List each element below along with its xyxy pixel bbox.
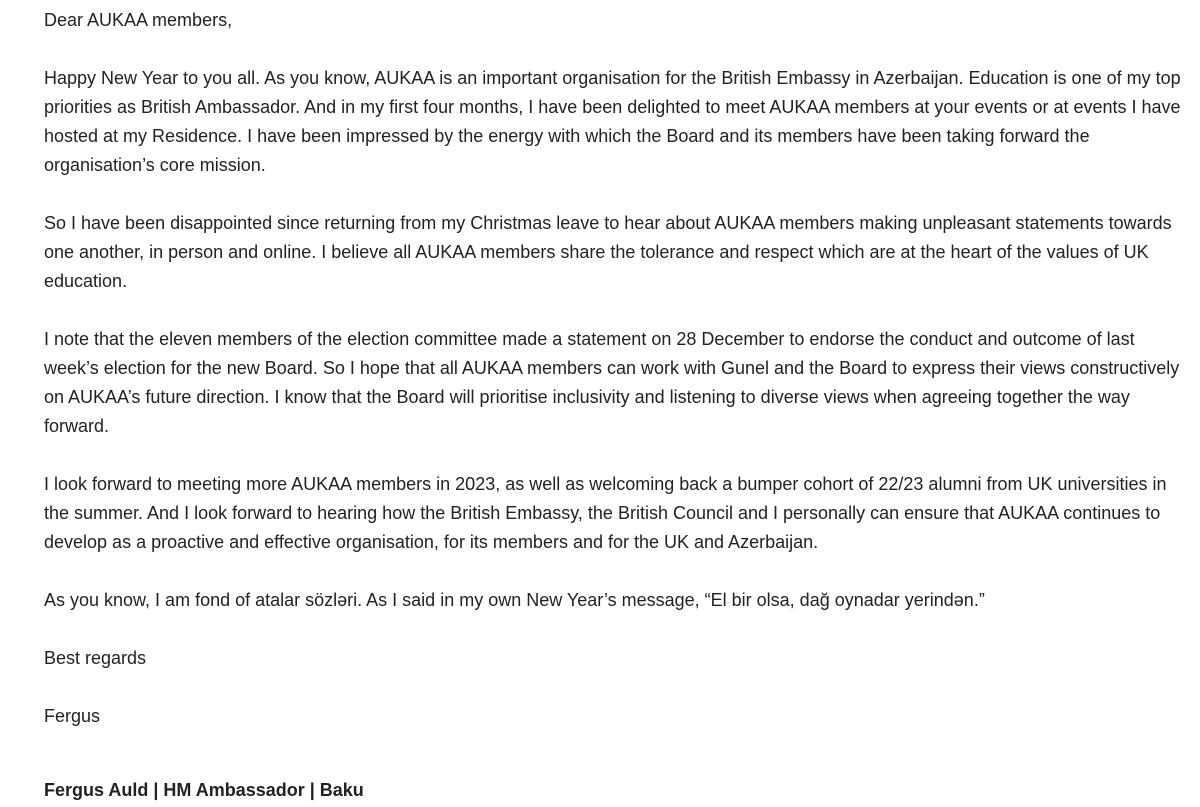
paragraph-proverb: As you know, I am fond of atalar sözləri. As I said in my own New Year’s message, “El bir olsa, dağ oynadar yerindən.” <box>44 590 985 610</box>
paragraph-election-committee: I note that the eleven members of the election committee made a statement on 28 December to endorse the conduct and outcome of last week’s election for the new Board. So I hope that all AUKAA members can work with Gunel and the Board to express their views constructively on AUKAA’s future direction. I know that the Board will prioritise inclusivity and listening to diverse views when agreeing together the way forward. <box>44 329 1180 436</box>
paragraph-disappointed: So I have been disappointed since returning from my Christmas leave to hear about AUKAA members making unpleasant statements towards one another, in person and online. I believe all AUKAA members share the tolerance and respect which are at the heart of the values of UK education. <box>44 213 1172 291</box>
paragraph-look-forward: I look forward to meeting more AUKAA members in 2023, as well as welcoming back a bumper cohort of 22/23 alumni from UK universities in the summer. And I look forward to hearing how the British Embassy, the British Council and I personally can ensure that AUKAA continues to develop as a proactive and effective organisation, for its members and for the UK and Azerbaijan. <box>44 474 1167 552</box>
sender-name: Fergus <box>44 706 101 726</box>
signature: Fergus Auld | HM Ambassador | Baku <box>44 780 364 800</box>
closing: Best regards <box>44 648 147 668</box>
paragraph-new-year: Happy New Year to you all. As you know, AUKAA is an important organisation for the British Embassy in Azerbaijan. Education is one of my top priorities as British Ambassador. And in my first four months, I have been delighted to meet AUKAA members at your events or at events I have hosted at my Residence. I have been impressed by the energy with which the Board and its members have been taking forward the organisation’s core mission. <box>44 68 1181 175</box>
greeting: Dear AUKAA members, <box>44 10 233 30</box>
